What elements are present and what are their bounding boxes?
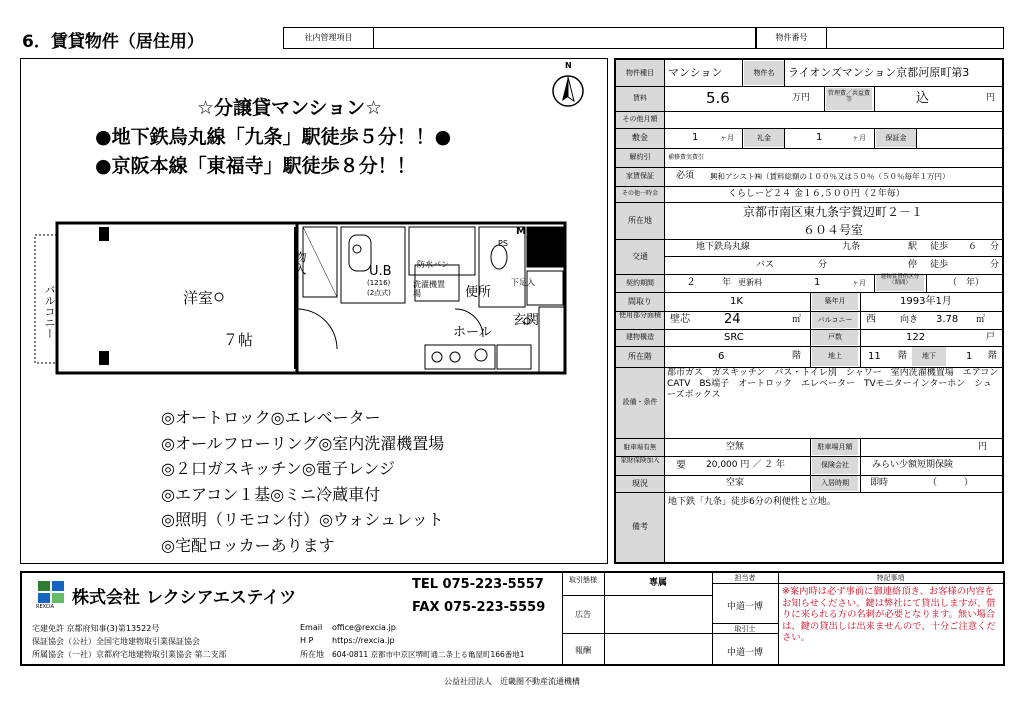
- form-value: 専属: [648, 578, 667, 588]
- station-value: 九条: [842, 242, 861, 252]
- built-value: 1993年1月: [900, 296, 952, 307]
- built-label: 築年月: [812, 293, 858, 310]
- details-table: [614, 58, 1008, 564]
- units-value: 122: [906, 332, 926, 343]
- ub-size: (1216): [367, 279, 391, 287]
- movein-label: 入居時期: [812, 476, 858, 491]
- property-no-label: 物件番号: [757, 28, 827, 48]
- area-label: 使用部分面積: [619, 311, 661, 319]
- other-monthly-label: その他月額: [622, 115, 658, 123]
- stop-walk-label: 徒歩: [930, 260, 949, 270]
- address-label: 所在地: [628, 216, 652, 225]
- balcony-label-cell: バルコニー: [812, 312, 858, 328]
- section-title: 6．賃貸物件（居住用）: [22, 32, 204, 52]
- rent-unit: 万円: [792, 93, 811, 103]
- transport-label: 交通: [632, 252, 648, 261]
- email[interactable]: office@rexcia.jp: [332, 623, 396, 632]
- hall-label: ホール: [453, 325, 492, 340]
- structure-label: 建物構造: [626, 333, 654, 341]
- above-value: 11: [868, 351, 881, 362]
- address-line-1: 京都市南区東九条宇賀辺町２－１: [742, 205, 923, 219]
- bldg-insurance-value: （ 年）: [948, 278, 985, 288]
- insurance-label: 家財保険加入: [620, 456, 660, 464]
- layout-label: 間取り: [628, 297, 652, 306]
- parking-fee-value: 円: [978, 442, 988, 452]
- other-once-value: くらしーど２４ 金１６,５００円（２年毎）: [728, 189, 905, 199]
- remarks-value: 地下鉄「九条」徒歩6分の利便性と立地。: [668, 497, 836, 507]
- mgmt-fee-unit: 円: [986, 93, 996, 103]
- address-line-2: ６０４号室: [802, 223, 863, 237]
- rent-label: 賃料: [633, 94, 647, 102]
- feature-item: ◎２口ガスキッチン◎電子レンジ: [161, 459, 396, 478]
- assoc-2: 所属協会（一社）京都府宅地建物取引業協会 第二支部: [32, 650, 227, 659]
- below-value: 1: [966, 351, 973, 362]
- units-label: 戸数: [812, 330, 858, 345]
- ub-note: (2点式): [367, 289, 391, 297]
- walk-value: ６: [968, 242, 978, 252]
- key-money-label: 礼金: [744, 129, 784, 147]
- room-label: 洋室: [183, 289, 214, 307]
- area-type: 壁芯: [670, 314, 690, 325]
- renewal-unit: ヶ月: [852, 279, 866, 287]
- tel: TEL 075-223-5557: [412, 577, 544, 592]
- balcony-label: バルコニー: [43, 284, 56, 339]
- insurer-value: みらい少額短期保険: [872, 460, 954, 470]
- mgmt-label: 社内管理項目: [284, 28, 374, 48]
- ad-panel: [20, 58, 608, 564]
- type-value: マンション: [668, 66, 723, 79]
- guarantor-label: 家賃保証: [626, 172, 654, 180]
- below-unit: 階: [988, 351, 998, 361]
- property-no-box: [756, 27, 1004, 49]
- line-value: 地下鉄烏丸線: [696, 242, 751, 252]
- feature-list: [161, 405, 444, 558]
- mps-label: MPS: [516, 226, 541, 237]
- room-size: ７帖: [223, 331, 254, 349]
- bldg-insurance-label: 建物賃貸借区分（期間）: [876, 275, 924, 291]
- balcony-area: 3.78: [936, 314, 959, 325]
- parking-label: 駐車場有無: [623, 443, 657, 451]
- ps-label: PS: [498, 239, 508, 248]
- layout-value: 1K: [730, 296, 743, 307]
- guarantor-value: 興和アシスト㈱（賃料総額の１００％又は５０％（５０％毎年１万円）: [710, 172, 950, 181]
- footer-box: [20, 571, 1005, 666]
- hp[interactable]: https://rexcia.jp: [332, 636, 395, 645]
- shoe-label: 下足入: [511, 278, 535, 287]
- insurance-required: 要: [676, 460, 686, 471]
- bus-min: 分: [818, 260, 828, 270]
- other-once-label: その他一時金: [621, 190, 658, 197]
- area-value: 24: [724, 312, 741, 327]
- insurer-label: 保険会社: [812, 457, 858, 474]
- fee-label: 報酬: [575, 646, 591, 655]
- feature-item: ◎宅配ロッカーあります: [161, 535, 335, 555]
- organization: 公益社団法人 近畿圏不動産流通機構: [444, 677, 580, 686]
- parking-value: 空無: [726, 442, 745, 452]
- feature-item: ◎オールフローリング◎室内洗濯機置場: [161, 433, 445, 453]
- north-arrow-icon: [551, 65, 585, 109]
- ad-line-3: ●京阪本線「東福寺」駅徒歩８分！！: [95, 155, 416, 177]
- company-name: 株式会社 レクシアエステイツ: [72, 588, 297, 608]
- ad-line-2: ●地下鉄烏丸線「九条」駅徒歩５分！！●: [95, 126, 452, 148]
- assoc-1: 保証協会（公社）全国宅地建物取引業保証協会: [32, 637, 200, 646]
- email-label: Email: [300, 623, 323, 632]
- company-logo-icon: [38, 581, 64, 603]
- license: 宅建免許 京都府知事(3)第13522号: [32, 624, 160, 633]
- entrance-label: 玄関: [513, 313, 540, 328]
- laundry-label: 洗濯機置場: [413, 280, 445, 298]
- bus-label: バス: [756, 260, 775, 270]
- feature-item: ◎照明（リモコン付）◎ウォシュレット: [161, 510, 444, 529]
- special-notes: ※案内時は必ず事前に御連絡頂き、お客様の内容をお知らせください。鍵は弊社にて貸出しますが、借りに来られる方の名刺が必要となります。無い場合は、鍵の貸出しは出来ませんので、十分ご注意ください。: [782, 586, 996, 643]
- addr-label: 所在地: [300, 650, 324, 659]
- stop-min: 分: [990, 260, 1000, 270]
- walk-label: 徒歩: [930, 242, 949, 252]
- renewal-label: 更新料: [738, 278, 762, 287]
- deposit-label: 敷金: [632, 133, 648, 142]
- fax: FAX 075-223-5559: [412, 600, 546, 615]
- form-label: 取引態様: [569, 576, 597, 584]
- below-label: 地下: [912, 347, 946, 366]
- north-label: N: [565, 61, 572, 70]
- above-unit: 階: [898, 351, 908, 361]
- toilet-label: 便所: [465, 285, 492, 300]
- contract-unit: 年: [722, 278, 732, 288]
- storage-label: 物入: [293, 251, 307, 275]
- key-money-value: 1: [816, 132, 823, 143]
- balcony-area-unit: ㎡: [976, 315, 986, 325]
- guarantee-label: 保証金: [876, 129, 916, 147]
- status-value: 空家: [726, 478, 745, 488]
- structure-value: SRC: [724, 332, 744, 343]
- status-label: 現況: [632, 479, 648, 488]
- mgmt-fee-value: 込: [916, 91, 930, 106]
- name-value: ライオンズマンション京都河原町第3: [788, 66, 970, 79]
- company-sub: REXCIA: [36, 604, 55, 610]
- feature-item: ◎オートロック◎エレベーター: [161, 408, 381, 427]
- person-label: 担当者: [734, 574, 756, 582]
- type-label: 物件種目: [626, 69, 654, 77]
- waterproof-label: 防水パン: [417, 260, 449, 269]
- addr: 604-0811 京都市中京区堺町通二条上る亀屋町166番地1: [332, 650, 525, 659]
- deposit-value: 1: [692, 132, 699, 143]
- kaiyaku-label: 解約引: [629, 153, 651, 161]
- movein-extra: （ ）: [928, 478, 974, 488]
- direction-label: 向き: [900, 315, 919, 325]
- ub-label: U.B: [369, 264, 392, 279]
- area-unit: ㎡: [792, 315, 802, 325]
- balcony-direction: 西: [866, 314, 876, 325]
- floor-plan: [35, 209, 575, 389]
- contract-label: 契約期間: [626, 279, 654, 287]
- feature-item: ◎エアコン１基◎ミニ冷蔵車付: [161, 484, 381, 504]
- equip-value: 都市ガス ガスキッチン バス・トイレ別 シャワー 室内洗濯機置場 エアコン CATV BS端子 オートロック エレベーター TVモニターインターホン シューズボックス: [667, 368, 1008, 400]
- station-unit: 駅: [908, 242, 918, 252]
- mgmt-box: [283, 27, 756, 49]
- above-label: 地上: [812, 347, 858, 366]
- person-value: 中道一博: [726, 602, 763, 612]
- rent-value: 5.6: [706, 89, 730, 107]
- ad-line-1: ☆分譲貸マンション☆: [197, 97, 383, 119]
- stop-label: 停: [908, 260, 918, 270]
- deposit-unit: ヶ月: [720, 134, 734, 142]
- mgmt-fee-label: 管理費／共益費等: [826, 88, 872, 110]
- name-label: 物件名: [744, 61, 784, 85]
- hp-label: H P: [300, 636, 314, 645]
- remarks-label: 備考: [632, 522, 648, 531]
- insurance-fee: 20,000 円 ／ ２ 年: [706, 460, 785, 470]
- renewal-value: 1: [814, 277, 821, 288]
- floor-label: 所在階: [628, 352, 652, 361]
- dealer-value: 中道一博: [726, 648, 763, 658]
- kaiyaku-value: 補修費実費引: [668, 154, 705, 161]
- units-unit: 戸: [986, 332, 996, 342]
- parking-fee-label: 駐車場月額: [812, 439, 858, 455]
- dealer-label: 取引士: [734, 625, 756, 633]
- contract-value: ２: [686, 277, 696, 288]
- floor-unit: 階: [792, 351, 802, 361]
- special-label: 特記事項: [876, 574, 905, 582]
- key-money-unit: ヶ月: [852, 134, 866, 142]
- floor-value: 6: [718, 351, 725, 362]
- walk-unit: 分: [990, 242, 1000, 252]
- movein-value: 即時: [870, 478, 889, 488]
- guarantor-required: 必須: [676, 171, 695, 181]
- ad-label: 広告: [575, 610, 591, 619]
- equip-label: 設備・条件: [622, 398, 658, 406]
